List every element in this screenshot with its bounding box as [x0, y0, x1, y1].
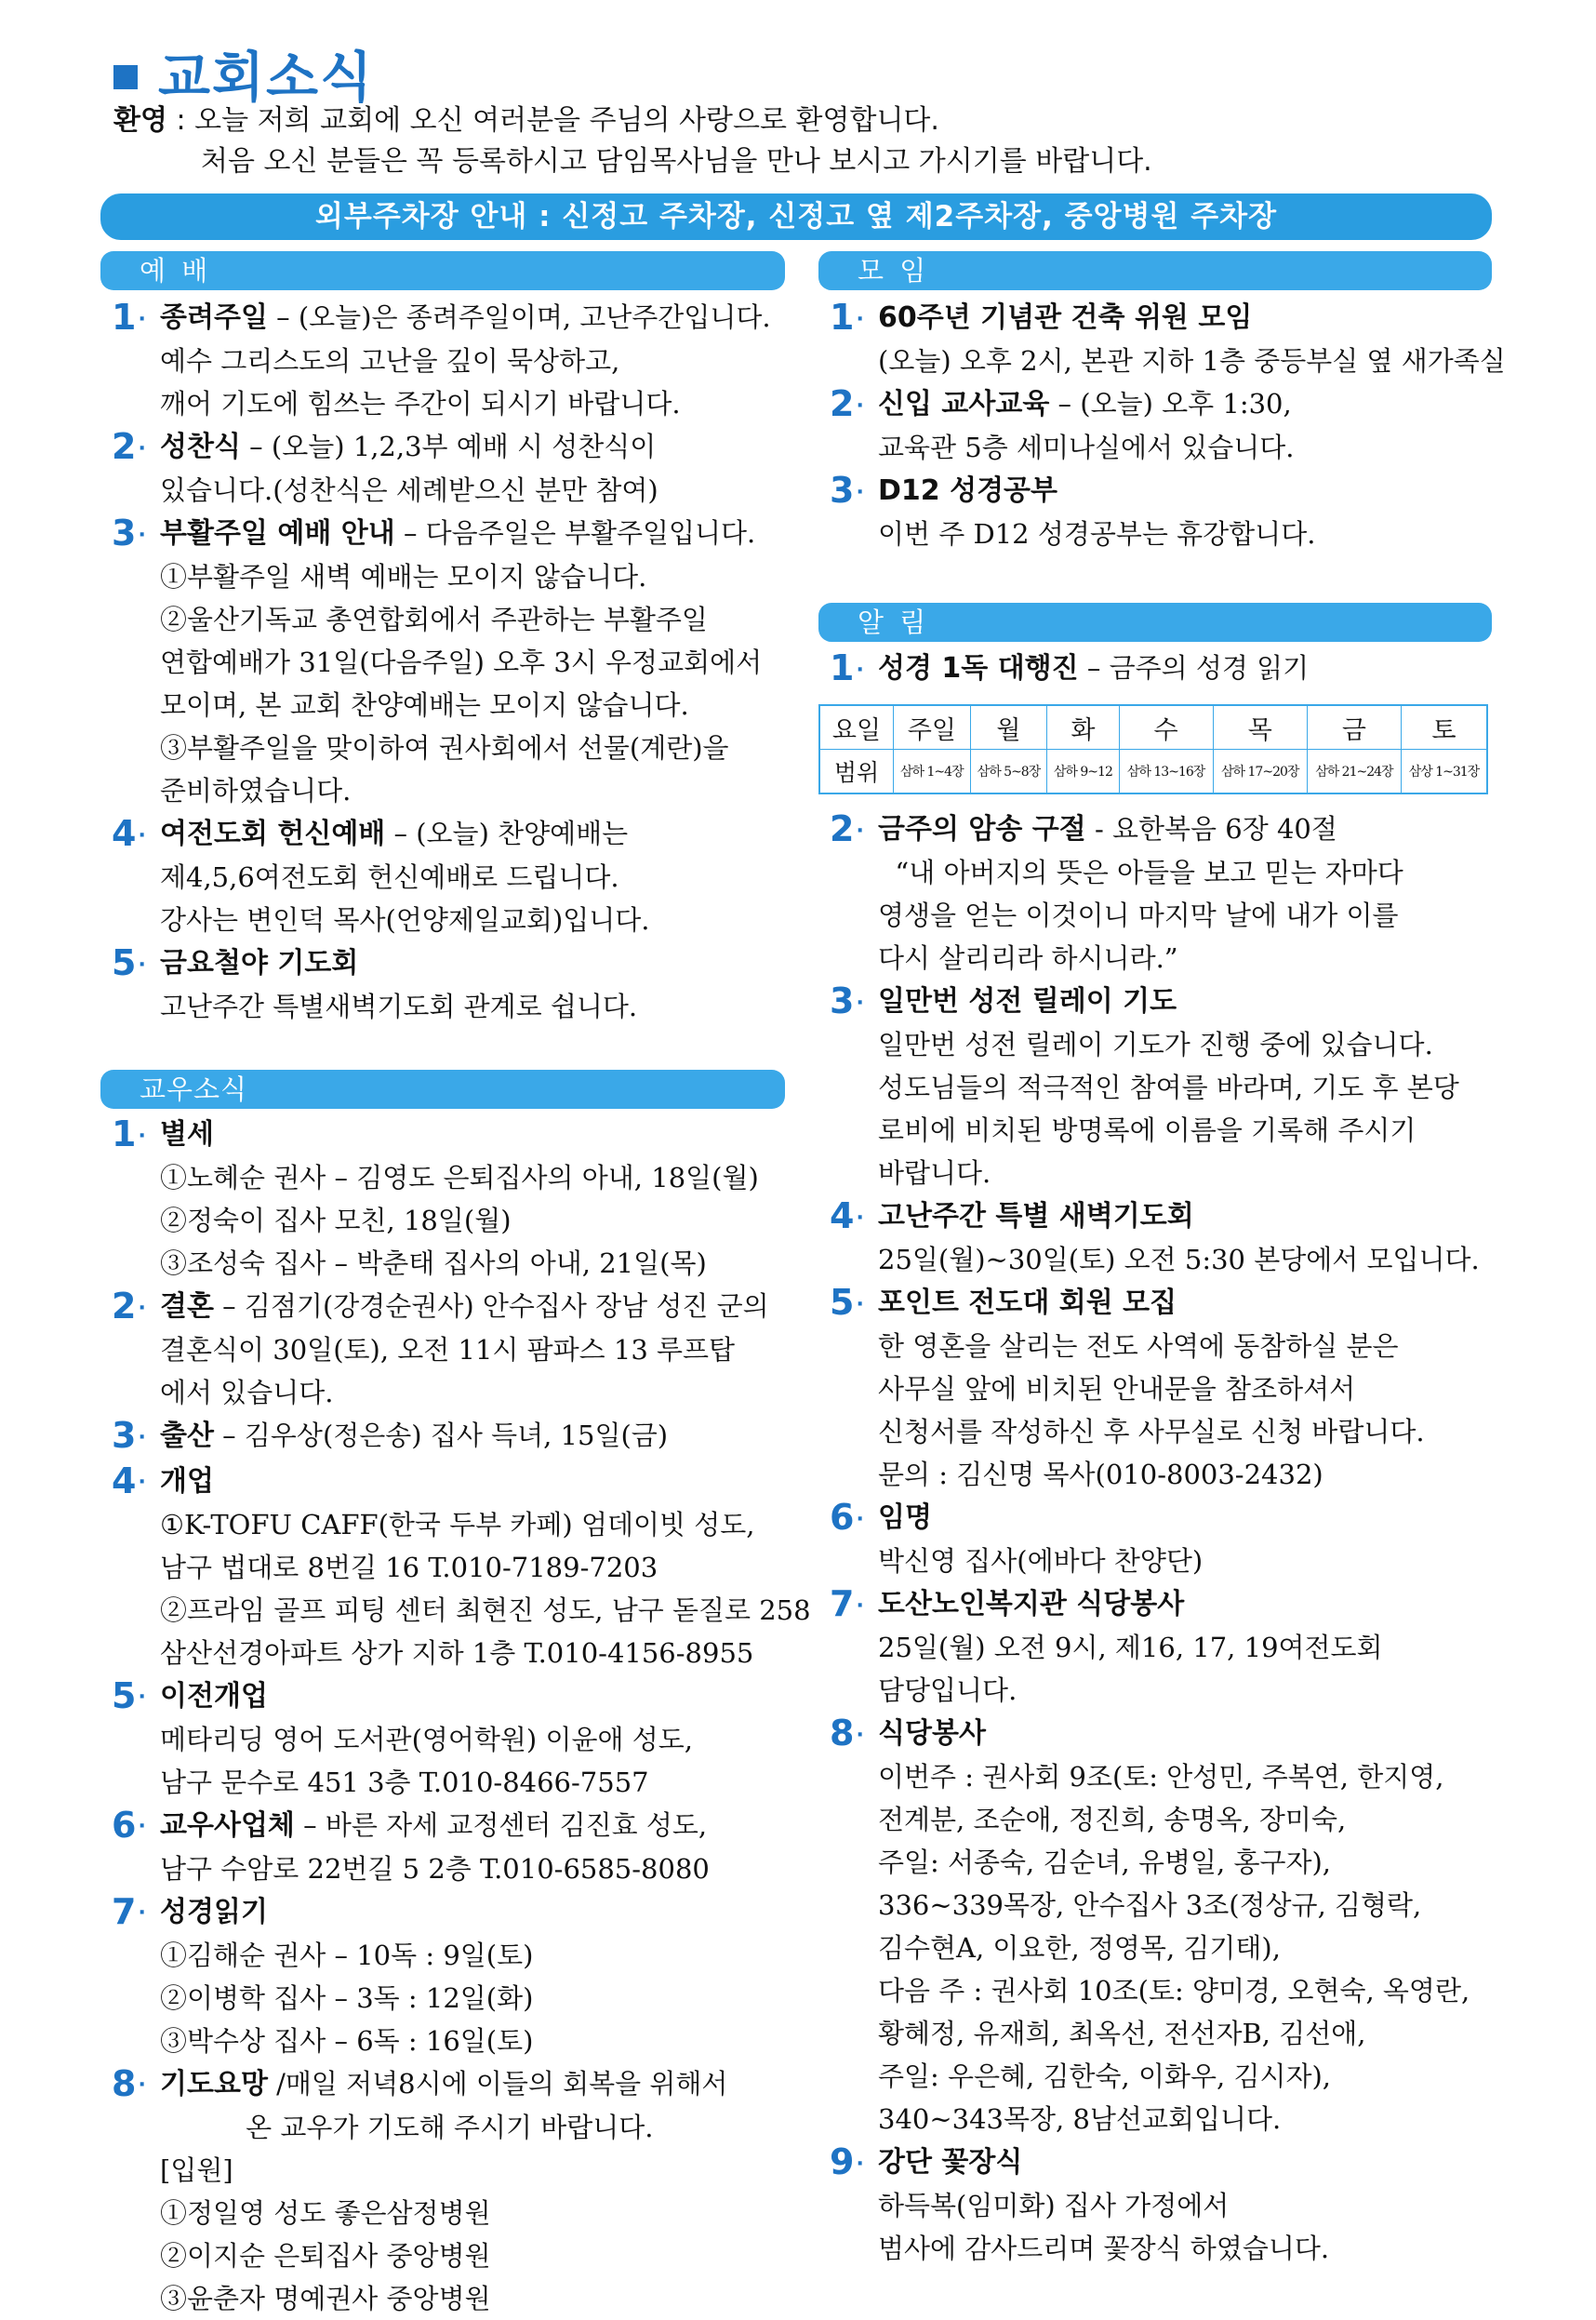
section-notice-top	[830, 647, 1536, 692]
item-title: 식당봉사	[878, 1717, 986, 1750]
item-number: 4·	[112, 813, 146, 854]
list-item	[830, 647, 1536, 692]
item-number: 5·	[112, 1674, 146, 1716]
item-number: 5·	[112, 942, 146, 983]
item-line: 다음 주 : 권사회 10조(토: 양미경, 오현숙, 옥영란,	[878, 1975, 1470, 2007]
item-title: 별세	[160, 1118, 214, 1151]
item-number: 4·	[112, 1460, 146, 1501]
item-title: 교우사업체	[160, 1808, 295, 1842]
table-cell: 삼하 5~8장	[970, 750, 1047, 794]
item-number: 2·	[830, 808, 864, 849]
item-title: 강단 꽃장식	[878, 2146, 1023, 2179]
page-title: 교회소식	[113, 39, 374, 106]
item-line: 교육관 5층 세미나실에서 있습니다.	[878, 432, 1295, 463]
item-line: 성찬식 – (오늘) 1,2,3부 예배 시 성찬식이	[160, 431, 657, 463]
item-number: 7·	[112, 1890, 146, 1932]
list-item	[112, 1460, 818, 1674]
table-cell: 삼하 21~24장	[1307, 750, 1401, 794]
item-line: 범사에 감사드리며 꽃장식 하였습니다.	[878, 2233, 1330, 2264]
list-item	[112, 512, 818, 812]
item-line: 예수 그리스도의 고난을 깊이 묵상하고,	[160, 345, 620, 377]
table-cell: 수	[1119, 705, 1213, 750]
item-title: 금요철야 기도회	[160, 947, 359, 980]
table-cell: 월	[970, 705, 1047, 750]
item-line: 하득복(임미화) 집사 가정에서	[878, 2190, 1230, 2221]
item-line: 강사는 변인덕 목사(언양제일교회)입니다.	[160, 904, 650, 936]
item-line: 이번주 : 권사회 9조(토: 안성민, 주복연, 한지영,	[878, 1761, 1444, 1793]
list-item	[112, 2062, 818, 2320]
item-title: 기도요망	[160, 2067, 268, 2100]
list-item	[112, 1804, 818, 1890]
welcome-label: 환영	[113, 104, 167, 137]
table-cell: 요일	[819, 705, 894, 750]
item-line: 남구 수암로 22번길 5 2층 T.010-6585-8080	[160, 1852, 710, 1885]
item-line: ③조성숙 집사 – 박춘태 집사의 아내, 21일(목)	[160, 1247, 707, 1279]
item-line: 성경 1독 대행진 – 금주의 성경 읽기	[878, 652, 1310, 685]
item-number: 1·	[112, 1113, 146, 1154]
item-title: 여전도회 헌신예배	[160, 818, 386, 850]
list-item	[112, 1890, 818, 2062]
item-line	[878, 2140, 1536, 2184]
item-title: 도산노인복지관 식당봉사	[878, 1588, 1185, 1620]
list-item	[112, 812, 818, 941]
parking-banner: 외부주차장 안내 : 신정고 주차장, 신정고 옆 제2주차장, 중앙병원 주차장	[100, 193, 1492, 240]
welcome-message	[113, 100, 1509, 182]
item-line: 황혜정, 유재희, 최옥선, 전선자B, 김선애,	[878, 2018, 1366, 2049]
item-line: 교우사업체 – 바른 자세 교정센터 김진효 성도,	[160, 1808, 708, 1842]
item-number: 6·	[830, 1497, 864, 1538]
item-line	[878, 1496, 1536, 1540]
item-number: 2·	[830, 383, 864, 424]
item-title: 성찬식	[160, 431, 241, 463]
table-range-row	[819, 750, 1487, 794]
item-number: 8·	[112, 2062, 146, 2104]
item-line	[160, 941, 818, 985]
list-item	[112, 1414, 818, 1460]
item-line: 사무실 앞에 비치된 안내문을 참조하셔서	[878, 1373, 1356, 1405]
list-item	[830, 1496, 1536, 1582]
welcome-line-1: : 오늘 저희 교회에 오신 여러분을 주님의 사랑으로 환영합니다.	[166, 104, 939, 137]
item-title: 성경 1독 대행진	[878, 652, 1079, 685]
item-title: 고난주간 특별 새벽기도회	[878, 1200, 1194, 1233]
item-title: D12 성경공부	[878, 474, 1058, 507]
item-number: 2·	[112, 1286, 146, 1327]
item-line: 주일: 서종숙, 김순녀, 유병일, 홍구자),	[878, 1847, 1332, 1878]
item-line: ②프라임 골프 피팅 센터 최현진 성도, 남구 돋질로 258	[160, 1593, 811, 1626]
item-line: ③윤춘자 명예권사 중앙병원	[160, 2282, 491, 2314]
item-line	[878, 1194, 1536, 1238]
list-item	[830, 2140, 1536, 2270]
table-cell: 삼하 9~12	[1047, 750, 1119, 794]
item-line: 전계분, 조순애, 정진희, 송명옥, 장미숙,	[878, 1804, 1347, 1835]
item-line: 남구 문수로 451 3층 T.010-8466-7557	[160, 1766, 649, 1798]
list-item	[112, 296, 818, 425]
item-line	[878, 980, 1536, 1023]
list-item	[830, 807, 1536, 980]
item-line: 깨어 기도에 힘쓰는 주간이 되시기 바랍니다.	[160, 388, 681, 420]
item-line: 종려주일 – (오늘)은 종려주일이며, 고난주간입니다.	[160, 301, 771, 334]
item-number: 9·	[830, 2141, 864, 2182]
item-number: 3·	[112, 513, 146, 553]
item-line: 고난주간 특별새벽기도회 관계로 쉽니다.	[160, 991, 638, 1022]
item-title: 60주년 기념관 건축 위원 모임	[878, 301, 1253, 334]
table-cell: 화	[1047, 705, 1119, 750]
section-header-news: 교우소식	[100, 1070, 785, 1109]
item-line	[160, 1890, 818, 1934]
section-meeting	[830, 296, 1536, 555]
item-line: 신입 교사교육 – (오늘) 오후 1:30,	[878, 388, 1292, 420]
item-number: 1·	[830, 297, 864, 338]
item-line: 로비에 비치된 방명록에 이름을 기록해 주시기	[878, 1114, 1416, 1146]
item-line: 김수현A, 이요한, 정영목, 김기태),	[878, 1932, 1281, 1964]
item-line: ②이지순 은퇴집사 중앙병원	[160, 2239, 491, 2272]
item-number: 6·	[112, 1804, 146, 1846]
section-header-notice: 알 림	[818, 603, 1492, 642]
table-cell: 삼하 17~20장	[1213, 750, 1307, 794]
title-square-icon	[113, 65, 138, 89]
item-line: 금주의 암송 구절 - 요한복음 6장 40절	[878, 813, 1337, 846]
item-line: ①김해순 권사 – 10독 : 9일(토)	[160, 1939, 534, 1971]
item-line: 결혼식이 30일(토), 오전 11시 팜파스 13 루프탑	[160, 1334, 736, 1366]
item-number: 3·	[830, 980, 864, 1021]
item-line: ①노혜순 권사 – 김영도 은퇴집사의 아내, 18일(월)	[160, 1162, 759, 1193]
table-header-row	[819, 705, 1487, 750]
item-line: 여전도회 헌신예배 – (오늘) 찬양예배는	[160, 818, 629, 850]
item-line: 25일(월)~30일(토) 오전 5:30 본당에서 모입니다.	[878, 1244, 1480, 1275]
item-line: 남구 법대로 8번길 16 T.010-7189-7203	[160, 1551, 658, 1583]
table-cell: 토	[1401, 705, 1487, 750]
item-line: 부활주일 예배 안내 – 다음주일은 부활주일입니다.	[160, 517, 756, 550]
list-item	[112, 941, 818, 1028]
item-line: 준비하였습니다.	[160, 775, 352, 807]
list-item	[830, 1582, 1536, 1712]
list-item	[830, 382, 1536, 469]
table-cell: 삼하 1~4장	[894, 750, 971, 794]
bible-reading-table	[818, 704, 1488, 794]
item-line: 결혼 – 김점기(강경순권사) 안수집사 장남 성진 군의	[160, 1290, 769, 1323]
item-title: 신입 교사교육	[878, 388, 1050, 420]
item-title: 성경읽기	[160, 1895, 268, 1928]
item-title: 포인트 전도대 회원 모집	[878, 1287, 1177, 1319]
list-item	[112, 1113, 818, 1285]
item-title: 종려주일	[160, 301, 268, 334]
item-number: 1·	[830, 647, 864, 688]
item-line: 모이며, 본 교회 찬양예배는 모이지 않습니다.	[160, 689, 689, 721]
item-line: ①K-TOFU CAFF(한국 두부 카페) 엄데이빗 성도,	[160, 1508, 755, 1540]
list-item	[112, 425, 818, 512]
item-line	[160, 1674, 818, 1718]
list-item	[830, 1712, 1536, 2140]
item-line: (오늘) 오후 2시, 본관 지하 1층 중등부실 옆 새가족실	[878, 345, 1506, 377]
item-line: 이번 주 D12 성경공부는 휴강합니다.	[878, 518, 1316, 550]
item-line: ③부활주일을 맞이하여 권사회에서 선물(계란)을	[160, 732, 729, 764]
item-line: ②정숙이 집사 모친, 18일(월)	[160, 1205, 512, 1236]
item-line: ②울산기독교 총연합회에서 주관하는 부활주일	[160, 604, 708, 635]
item-line: 출산 – 김우상(정은송) 집사 득녀, 15일(금)	[160, 1420, 669, 1452]
section-news	[112, 1113, 818, 2320]
item-line: ①정일영 성도 좋은삼정병원	[160, 2196, 491, 2229]
section-header-worship: 예 배	[100, 251, 785, 290]
item-line: 25일(월) 오전 9시, 제16, 17, 19여전도회	[878, 1632, 1383, 1663]
section-header-meeting: 모 임	[818, 251, 1492, 290]
item-line: 336~339목장, 안수집사 3조(정상규, 김형락,	[878, 1889, 1422, 1921]
item-line	[878, 1582, 1536, 1626]
item-line: 삼산선경아파트 상가 지하 1층 T.010-4156-8955	[160, 1636, 754, 1669]
item-title: 출산	[160, 1420, 214, 1452]
item-number: 3·	[830, 470, 864, 511]
item-line: 영생을 얻는 이것이니 마지막 날에 내가 이를	[878, 900, 1399, 931]
list-item	[830, 980, 1536, 1194]
item-line: 연합예배가 31일(다음주일) 오후 3시 우정교회에서	[160, 647, 763, 678]
item-line: ②이병학 집사 – 3독 : 12일(화)	[160, 1981, 534, 2014]
list-item	[830, 1194, 1536, 1281]
item-title: 일만번 성전 릴레이 기도	[878, 985, 1177, 1018]
item-line	[160, 1113, 818, 1156]
item-line: 기도요망 /매일 저녁8시에 이들의 회복을 위해서	[160, 2067, 728, 2100]
item-number: 4·	[830, 1195, 864, 1236]
section-notice-bottom	[830, 807, 1536, 2270]
item-line: 다시 살리리라 하시니라.”	[878, 942, 1178, 974]
item-line: 에서 있습니다.	[160, 1377, 334, 1408]
item-title: 금주의 암송 구절	[878, 813, 1086, 846]
item-line: “내 아버지의 뜻은 아들을 보고 믿는 자마다	[878, 857, 1403, 888]
item-line: 한 영혼을 살리는 전도 사역에 동참하실 분은	[878, 1330, 1399, 1362]
item-line	[878, 469, 1536, 513]
item-line: 문의 : 김신명 목사(010-8003-2432)	[878, 1459, 1323, 1490]
list-item	[112, 1674, 818, 1804]
item-number: 7·	[830, 1583, 864, 1624]
item-line: 있습니다.(성찬식은 세례받으신 분만 참여)	[160, 474, 658, 506]
item-line: ③박수상 집사 – 6독 : 16일(토)	[160, 2024, 534, 2057]
item-line: 신청서를 작성하신 후 사무실로 신청 바랍니다.	[878, 1416, 1425, 1447]
item-number: 5·	[830, 1282, 864, 1323]
table-cell: 주일	[894, 705, 971, 750]
item-title: 결혼	[160, 1290, 214, 1323]
item-line	[160, 1460, 818, 1503]
item-title: 부활주일 예배 안내	[160, 517, 395, 550]
list-item	[830, 469, 1536, 555]
section-worship	[112, 296, 818, 1028]
list-item	[112, 1285, 818, 1414]
item-line: 성도님들의 적극적인 참여를 바라며, 기도 후 본당	[878, 1072, 1459, 1103]
item-line: 메타리딩 영어 도서관(영어학원) 이윤애 성도,	[160, 1723, 693, 1755]
item-line: 주일: 우은혜, 김한숙, 이화우, 김시자),	[878, 2060, 1332, 2092]
item-line: ①부활주일 새벽 예배는 모이지 않습니다.	[160, 561, 647, 593]
table-cell: 삼하 13~16장	[1119, 750, 1213, 794]
list-item	[830, 296, 1536, 382]
welcome-line-2: 처음 오신 분들은 꼭 등록하시고 담임목사님을 만나 보시고 가시기를 바랍니다.	[201, 145, 1152, 178]
item-line	[878, 296, 1536, 340]
item-line	[878, 1712, 1536, 1755]
item-line: 제4,5,6여전도회 헌신예배로 드립니다.	[160, 861, 619, 893]
item-title: 이전개업	[160, 1679, 268, 1713]
item-line: 일만번 성전 릴레이 기도가 진행 중에 있습니다.	[878, 1029, 1433, 1060]
table-cell: 삼상 1~31장	[1401, 750, 1487, 794]
item-line: 담당입니다.	[878, 1674, 1017, 1706]
item-line: 340~343목장, 8남선교회입니다.	[878, 2103, 1282, 2135]
table-cell: 범위	[819, 750, 894, 794]
item-title: 개업	[160, 1464, 214, 1498]
table-cell: 목	[1213, 705, 1307, 750]
table-cell: 금	[1307, 705, 1401, 750]
item-number: 2·	[112, 426, 146, 467]
item-line: [입원]	[160, 2153, 233, 2186]
item-line: 박신영 집사(에바다 찬양단)	[878, 1545, 1204, 1577]
item-line: 온 교우가 기도해 주시기 바랍니다.	[160, 2111, 654, 2143]
item-line	[878, 1281, 1536, 1325]
list-item	[830, 1281, 1536, 1496]
item-title: 임명	[878, 1501, 932, 1534]
item-number: 8·	[830, 1713, 864, 1753]
item-number: 3·	[112, 1415, 146, 1456]
item-number: 1·	[112, 297, 146, 338]
item-line: 바랍니다.	[878, 1157, 991, 1189]
